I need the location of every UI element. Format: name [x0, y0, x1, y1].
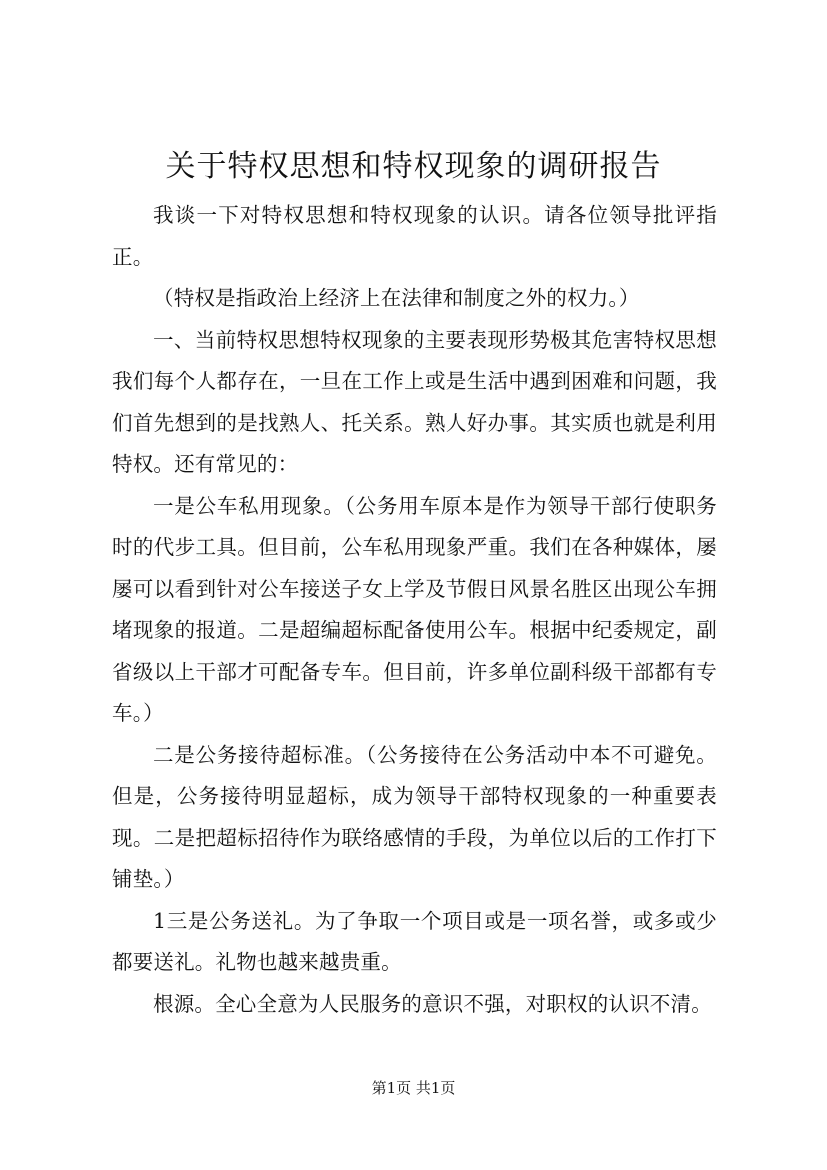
paragraph-reception: 二是公务接待超标准。（公务接待在公务活动中本不可避免。但是，公务接待明显超标，成为领导干部特权现象的一种重要表现。二是把超标招待作为联络感情的手段，为单位以后的工作打下铺垫。） [112, 742, 717, 891]
paragraph-intro: 我谈一下对特权思想和特权现象的认识。请各位领导批评指正。 [112, 203, 717, 269]
paragraph-official-car: 一是公车私用现象。（公务用车原本是作为领导干部行使职务时的代步工具。但目前，公车私用现象严重。我们在各种媒体，屡屡可以看到针对公车接送子女上学及节假日风景名胜区出现公车拥堵现象的报道。二是超编超标配备使用公车。根据中纪委规定，副省级以上干部才可配备专车。但目前，许多单位副科级干部都有专车。） [112, 493, 717, 725]
document-body [112, 195, 717, 1025]
paragraph-section-one: 一、当前特权思想特权现象的主要表现形势极其危害特权思想我们每个人都存在，一旦在工作上或是生活中遇到困难和问题，我们首先想到的是找熟人、托关系。熟人好办事。其实质也就是利用特权。还有常见的： [112, 327, 717, 476]
paragraph-gifts: 1三是公务送礼。为了争取一个项目或是一项名誉，或多或少都要送礼。礼物也越来越贵重。 [112, 908, 717, 974]
paragraph-definition: （特权是指政治上经济上在法律和制度之外的权力。） [153, 286, 640, 310]
document-title: 关于特权思想和特权现象的调研报告 [165, 149, 662, 184]
paragraph-root-cause: 根源。全心全意为人民服务的意识不强，对职权的认识不清。 [153, 991, 712, 1016]
page-number-footer: 第1页 共1页 [371, 1079, 456, 1097]
